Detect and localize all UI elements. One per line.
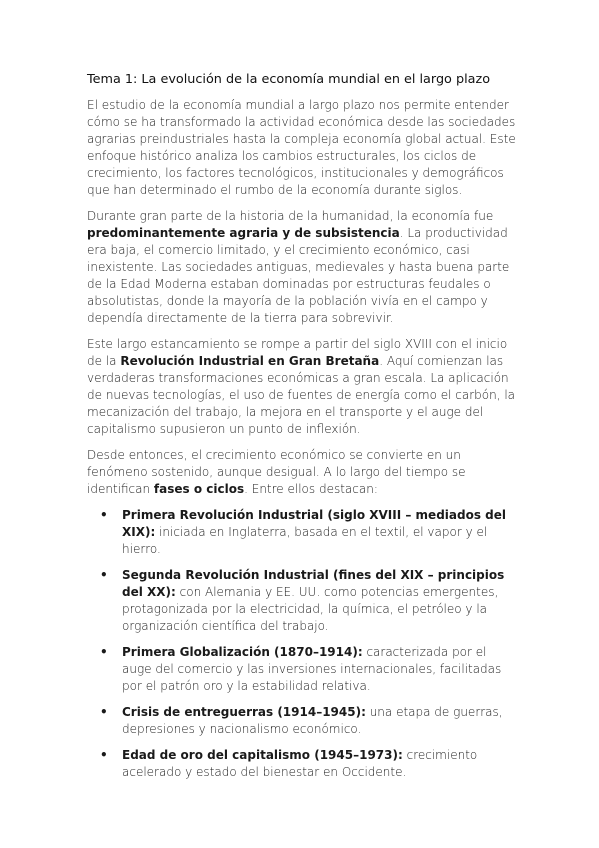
bullet-icon: • <box>100 508 108 522</box>
bullet-icon: • <box>100 748 108 762</box>
paragraph-text: Este largo estancamiento se rompe a partir del siglo XVIII con el inicio de la <box>87 337 508 368</box>
list-item-heading: Segunda Revolución Industrial (fines del XIX – principios del XX): <box>122 568 505 599</box>
list-item <box>87 507 517 558</box>
paragraph-text: . La productividad era baja, el comercio limitado, y el crecimiento económico, casi inexistente. Las sociedades antiguas, medievales y hasta buena parte de la Edad Moderna estaban dominadas por estructuras feudales o absolutistas, donde la mayoría de la población vivía en el campo y dependía directamente de la tierra para sobrevivir. <box>87 226 510 325</box>
bullet-icon: • <box>100 705 108 719</box>
bold-phrase: fases o ciclos <box>153 482 245 496</box>
list-item-heading: Edad de oro del capitalismo (1945–1973): <box>122 748 403 762</box>
phases-list <box>87 507 517 781</box>
paragraph-text: Durante gran parte de la historia de la humanidad, la economía fue <box>87 209 494 223</box>
list-item-heading: Primera Revolución Industrial (siglo XVIII – mediados del XIX): <box>122 508 506 539</box>
paragraph-text: . Aquí comienzan las verdaderas transformaciones económicas a gran escala. La aplicación de nuevas tecnologías, el uso de fuentes de energía como el carbón, la mecanización del trabajo, la mejora en el transporte y el auge del capitalismo supusieron un punto de inflexión. <box>87 354 516 436</box>
paragraph-text: Desde entonces, el crecimiento económico se convierte en un fenómeno sostenido, aunque desigual. A lo largo del tiempo se identifican <box>87 448 466 496</box>
list-item-text: con Alemania y EE. UU. como potencias emergentes, protagonizada por la electricidad, la química, el petróleo y la organización científica del trabajo. <box>122 585 499 633</box>
paragraph-intro: El estudio de la economía mundial a largo plazo nos permite entender cómo se ha transformado la actividad económica desde las sociedades agrarias preindustriales hasta la compleja economía global actual. Este enfoque histórico analiza los cambios estructurales, los ciclos de crecimiento, los factores tecnológicos, institucionales y demográficos que han determinado el rumbo de la economía durante siglos. <box>87 98 516 197</box>
paragraph-agrarian <box>87 208 517 327</box>
bold-phrase: Revolución Industrial en Gran Bretaña <box>120 354 380 368</box>
list-item <box>87 704 517 738</box>
list-item-text: una etapa de guerras, depresiones y nacionalismo económico. <box>122 705 503 736</box>
bold-phrase: predominantemente agraria y de subsistencia <box>87 226 400 240</box>
list-item-heading: Crisis de entreguerras (1914–1945): <box>122 705 366 719</box>
list-item <box>87 567 517 635</box>
document-body <box>87 71 517 790</box>
list-item-heading: Primera Globalización (1870–1914): <box>122 645 363 659</box>
list-item <box>87 747 517 781</box>
bullet-icon: • <box>100 568 108 582</box>
bullet-icon: • <box>100 645 108 659</box>
paragraph-industrial-revolution <box>87 336 517 438</box>
paragraph-text: . Entre ellos destacan: <box>244 482 378 496</box>
list-item-text: iniciada en Inglaterra, basada en el textil, el vapor y el hierro. <box>122 525 488 556</box>
list-item-text: crecimiento acelerado y estado del bienestar en Occidente. <box>122 748 478 779</box>
list-item <box>87 644 517 695</box>
list-item-text: caracterizada por el auge del comercio y las inversiones internacionales, facilitadas por el patrón oro y la estabilidad relativa. <box>122 645 502 693</box>
page-title: Tema 1: La evolución de la economía mundial en el largo plazo <box>87 72 491 87</box>
paragraph-phases <box>87 447 517 498</box>
